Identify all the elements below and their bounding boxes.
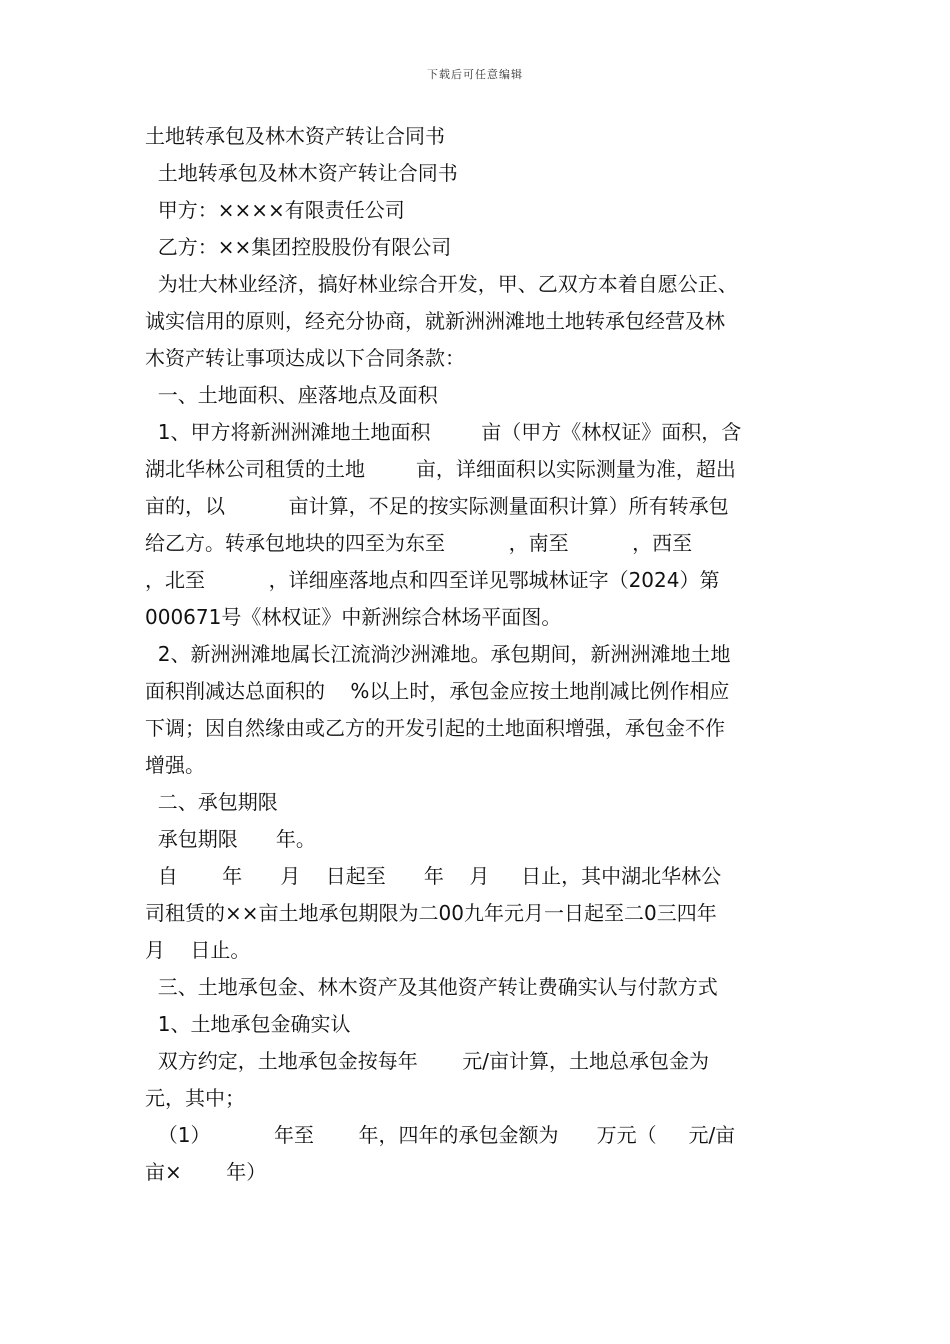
clause-line: 湖北华林公司租赁的土地 亩，详细面积以实际测量为准，超出: [145, 457, 736, 481]
section-heading: 二、承包期限: [145, 790, 278, 814]
clause-line: 元，其中；: [145, 1086, 245, 1110]
clause-line: 1、甲方将新洲洲滩地土地面积 亩（甲方《林权证》面积，含: [145, 420, 742, 444]
clause-line: 面积削减达总面积的 %以上时，承包金应按土地削减比例作相应: [145, 679, 730, 703]
clause-line: 亩的，以 亩计算，不足的按实际测量面积计算）所有转承包: [145, 494, 729, 518]
section-heading: 一、土地面积、座落地点及面积: [145, 383, 438, 407]
subsection-heading: 1、土地承包金确实认: [145, 1012, 351, 1036]
clause-line: 给乙方。转承包地块的四至为东至 ，南至 ，西至: [145, 531, 693, 555]
clause-line: 增强。: [145, 753, 205, 777]
party-b: 乙方：××集团控股股份有限公司: [145, 235, 452, 259]
clause-line: 双方约定，土地承包金按每年 元/亩计算，土地总承包金为: [145, 1049, 709, 1073]
preamble-line: 木资产转让事项达成以下合同条款：: [145, 346, 465, 370]
clause-line: 000671号《林权证》中新洲综合林场平面图。: [145, 605, 562, 629]
clause-line: 月 日止。: [145, 938, 251, 962]
clause-line: （1） 年至 年，四年的承包金额为 万元（ 元/亩: [145, 1123, 736, 1147]
preamble-line: 为壮大林业经济，搞好林业综合开发，甲、乙双方本着自愿公正、: [145, 272, 738, 296]
preamble-line: 诚实信用的原则，经充分协商，就新洲洲滩地土地转承包经营及林: [145, 309, 725, 333]
clause-line: 2、新洲洲滩地属长江流淌沙洲滩地。承包期间，新洲洲滩地土地: [145, 642, 731, 666]
document-subtitle: 土地转承包及林木资产转让合同书: [145, 161, 458, 185]
clause-line: ，北至 ，详细座落地点和四至详见鄂城林证字（2024）第: [145, 568, 720, 592]
header-note: 下载后可任意编辑: [427, 68, 523, 81]
party-a: 甲方：××××有限责任公司: [145, 198, 405, 222]
clause-line: 承包期限 年。: [145, 827, 316, 851]
section-heading: 三、土地承包金、林木资产及其他资产转让费确实认与付款方式: [145, 975, 718, 999]
document-title: 土地转承包及林木资产转让合同书: [145, 124, 445, 148]
clause-line: 自 年 月 日起至 年 月 日止，其中湖北华林公: [145, 864, 722, 888]
clause-line: 亩× 年）: [145, 1160, 267, 1184]
clause-line: 司租赁的××亩土地承包期限为二00九年元月一日起至二0三四年: [145, 901, 717, 925]
contract-body: [145, 118, 815, 1191]
clause-line: 下调；因自然缘由或乙方的开发引起的土地面积增强，承包金不作: [145, 716, 725, 740]
